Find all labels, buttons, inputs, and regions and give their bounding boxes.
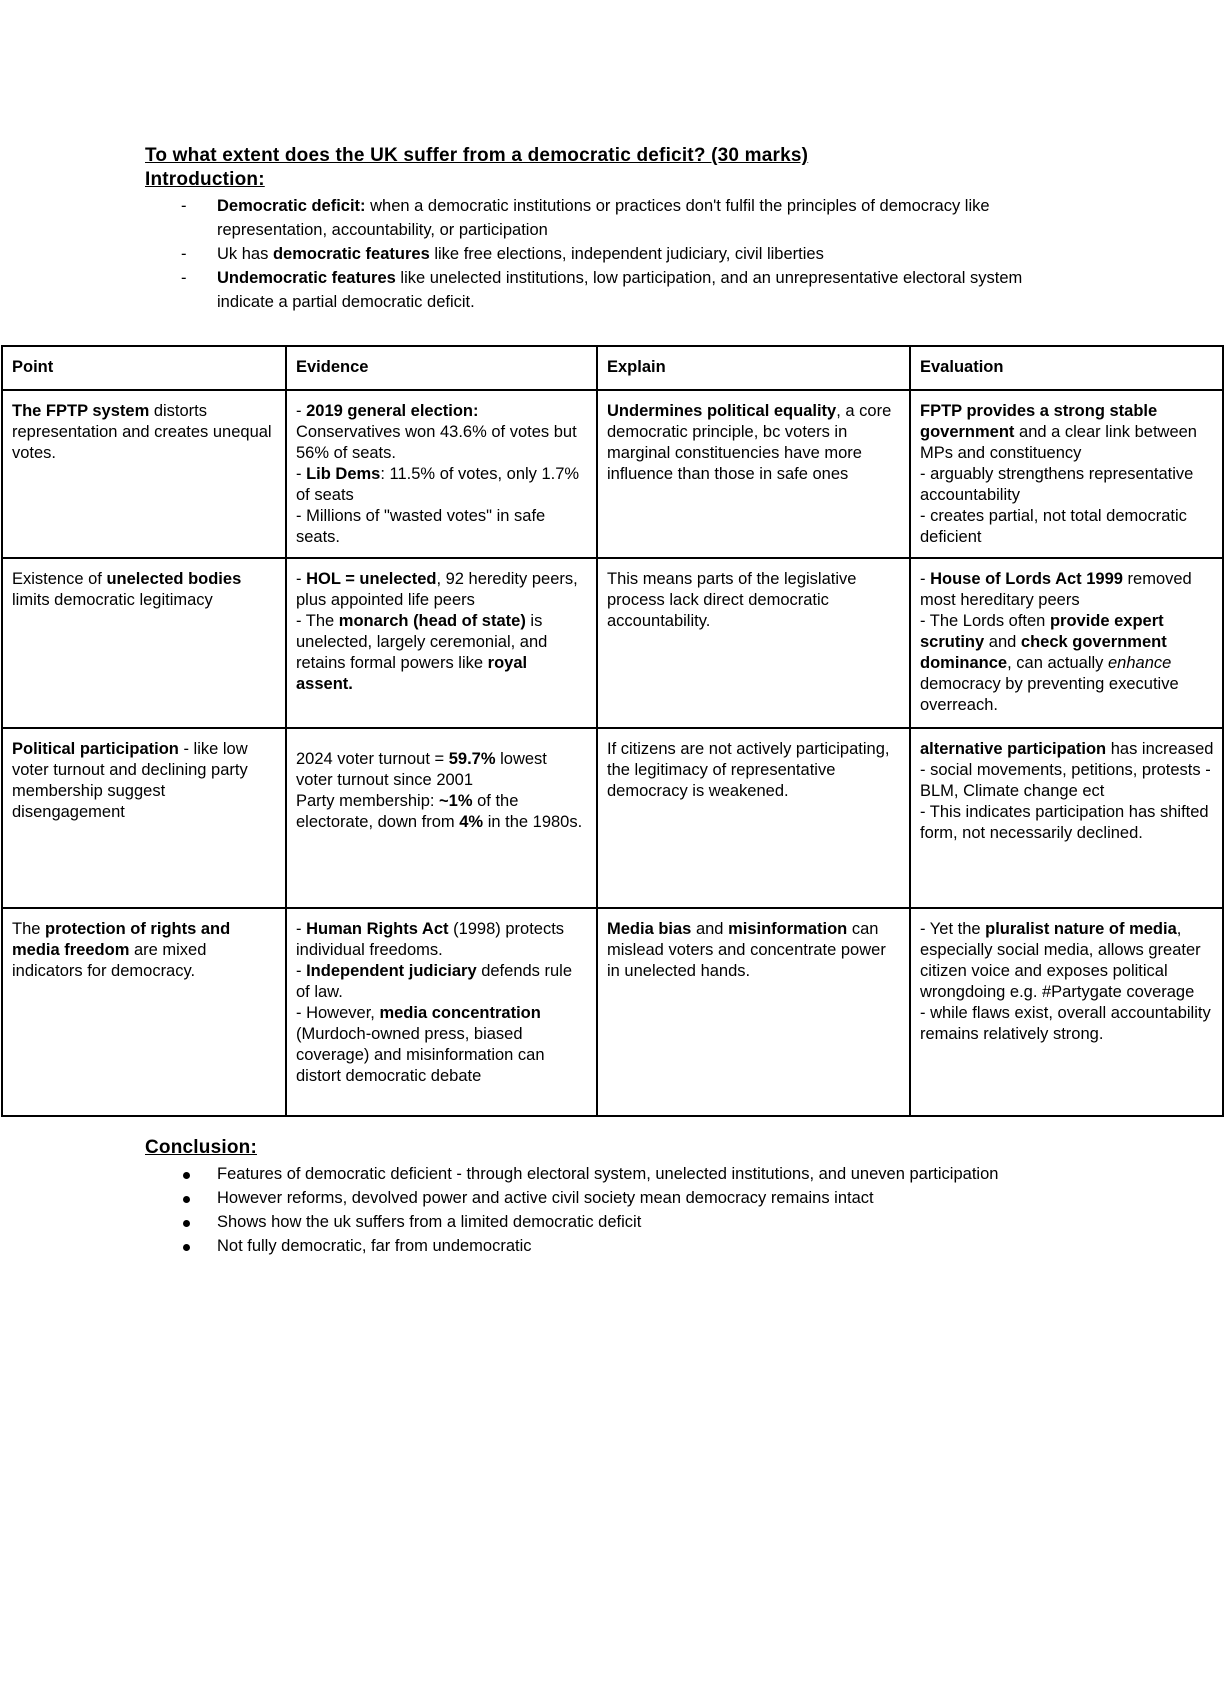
header-explain: Explain bbox=[597, 346, 910, 390]
dash-bullet-icon: - bbox=[181, 197, 187, 215]
evaluation-cell: - House of Lords Act 1999 removed most hereditary peers - The Lords often provide expert scrutiny and check government dominance, can actually enhance democracy by preventing executive overreach. bbox=[910, 558, 1223, 728]
table-header-row bbox=[2, 346, 1223, 390]
dash-bullet-icon: - bbox=[181, 245, 187, 263]
evaluation-cell: - Yet the pluralist nature of media, especially social media, allows greater citizen voice and exposes political wrongdoing e.g. #Partygate coverage - while flaws exist, overall accountability remains relatively strong. bbox=[910, 908, 1223, 1116]
evidence-cell: 2024 voter turnout = 59.7% lowest voter turnout since 2001 Party membership: ~1% of the electorate, down from 4% in the 1980s. bbox=[286, 728, 597, 908]
explain-cell: Undermines political equality, a core democratic principle, bc voters in marginal constituencies have more influence than those in safe ones bbox=[597, 390, 910, 558]
explain-cell: If citizens are not actively participating, the legitimacy of representative democracy is weakened. bbox=[597, 728, 910, 908]
list-item: Shows how the uk suffers from a limited democratic deficit bbox=[145, 1210, 1045, 1234]
header-point: Point bbox=[2, 346, 286, 390]
explain-cell: Media bias and misinformation can mislead voters and concentrate power in unelected hands. bbox=[597, 908, 910, 1116]
point-cell: Existence of unelected bodies limits democratic legitimacy bbox=[2, 558, 286, 728]
evaluation-cell: alternative participation has increased - social movements, petitions, protests - BLM, Climate change ect - This indicates participation has shifted form, not necessarily declined. bbox=[910, 728, 1223, 908]
introduction-list bbox=[145, 194, 1065, 314]
explain-cell: This means parts of the legislative process lack direct democratic accountability. bbox=[597, 558, 910, 728]
point-cell: The FPTP system distorts representation and creates unequal votes. bbox=[2, 390, 286, 558]
point-cell: Political participation - like low voter turnout and declining party membership suggest disengagement bbox=[2, 728, 286, 908]
analysis-table bbox=[1, 345, 1224, 1117]
table-row bbox=[2, 728, 1223, 908]
bullet-dot-icon bbox=[183, 1172, 190, 1179]
list-item: - Undemocratic features like unelected institutions, low participation, and an unrepresentative electoral system indicate a partial democratic deficit. bbox=[145, 266, 1065, 314]
table-row bbox=[2, 908, 1223, 1116]
table-row bbox=[2, 390, 1223, 558]
page-title: To what extent does the UK suffer from a democratic deficit? (30 marks) bbox=[145, 145, 809, 166]
header-evidence: Evidence bbox=[286, 346, 597, 390]
evidence-cell: - 2019 general election: Conservatives won 43.6% of votes but 56% of seats. - Lib Dems: 11.5% of votes, only 1.7% of seats - Millions of "wasted votes" in safe seats. bbox=[286, 390, 597, 558]
bullet-dot-icon bbox=[183, 1244, 190, 1251]
document-header bbox=[145, 144, 1065, 314]
evaluation-cell: FPTP provides a strong stable government and a clear link between MPs and constituency - arguably strengthens representative accountability - creates partial, not total democratic deficient bbox=[910, 390, 1223, 558]
table-row bbox=[2, 558, 1223, 728]
bullet-dot-icon bbox=[183, 1196, 190, 1203]
conclusion-section bbox=[145, 1136, 1045, 1258]
list-item: Not fully democratic, far from undemocratic bbox=[145, 1234, 1045, 1258]
list-item: - Democratic deficit: when a democratic institutions or practices don't fulfil the principles of democracy like representation, accountability, or participation bbox=[145, 194, 1065, 242]
introduction-heading: Introduction: bbox=[145, 169, 265, 190]
conclusion-list bbox=[145, 1162, 1045, 1258]
list-item: However reforms, devolved power and active civil society mean democracy remains intact bbox=[145, 1186, 1045, 1210]
header-evaluation: Evaluation bbox=[910, 346, 1223, 390]
list-item: Features of democratic deficient - through electoral system, unelected institutions, and uneven participation bbox=[145, 1162, 1045, 1186]
point-cell: The protection of rights and media freedom are mixed indicators for democracy. bbox=[2, 908, 286, 1116]
dash-bullet-icon: - bbox=[181, 269, 187, 287]
evidence-cell: - Human Rights Act (1998) protects individual freedoms. - Independent judiciary defends rule of law. - However, media concentration (Murdoch-owned press, biased coverage) and misinformation can distort democratic debate bbox=[286, 908, 597, 1116]
bullet-dot-icon bbox=[183, 1220, 190, 1227]
conclusion-heading: Conclusion: bbox=[145, 1137, 257, 1158]
evidence-cell: - HOL = unelected, 92 heredity peers, plus appointed life peers - The monarch (head of state) is unelected, largely ceremonial, and retains formal powers like royal assent. bbox=[286, 558, 597, 728]
list-item: - Uk has democratic features like free elections, independent judiciary, civil liberties bbox=[145, 242, 1065, 266]
